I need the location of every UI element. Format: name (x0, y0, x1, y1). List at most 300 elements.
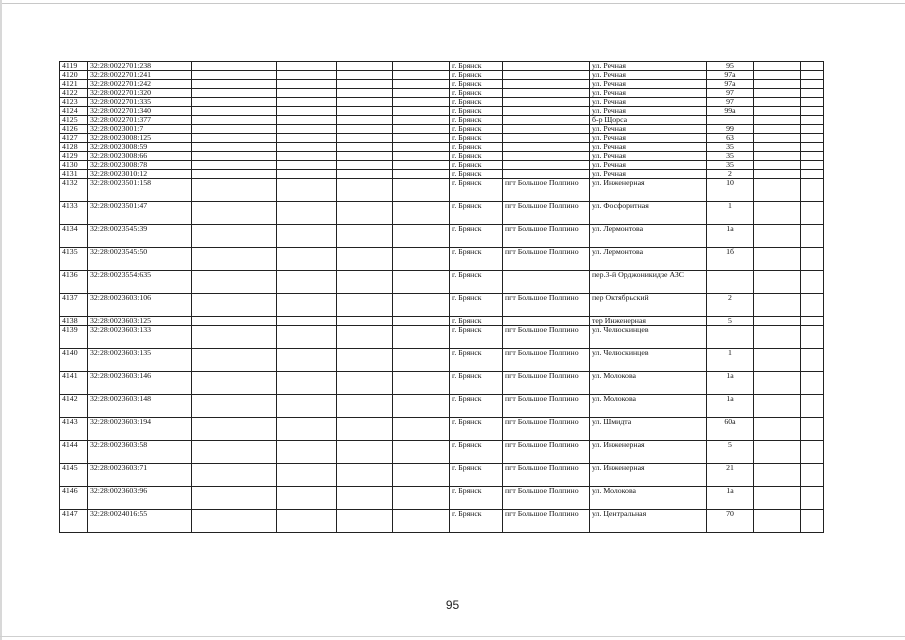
scan-left-edge (0, 0, 2, 640)
house-number-cell: 1а (707, 225, 754, 248)
empty-cell (754, 225, 801, 248)
settlement-cell (503, 116, 590, 125)
city-cell: г. Брянск (450, 125, 503, 134)
record-number-cell: 4124 (60, 107, 88, 116)
empty-cell (754, 161, 801, 170)
empty-cell (192, 134, 277, 143)
settlement-cell (503, 161, 590, 170)
empty-cell (801, 487, 824, 510)
table-row (60, 395, 824, 418)
empty-cell (337, 143, 393, 152)
table-row (60, 317, 824, 326)
table-row (60, 134, 824, 143)
record-number-cell: 4128 (60, 143, 88, 152)
property-registry-table (59, 61, 824, 533)
settlement-cell (503, 62, 590, 71)
empty-cell (754, 107, 801, 116)
empty-cell (393, 294, 450, 317)
cadastral-number-cell: 32:28:0023603:194 (88, 418, 192, 441)
settlement-cell (503, 80, 590, 89)
street-cell: ул. Шмидта (590, 418, 707, 441)
empty-cell (192, 510, 277, 533)
settlement-cell: пгт Большое Полпино (503, 372, 590, 395)
empty-cell (801, 395, 824, 418)
empty-cell (192, 317, 277, 326)
cadastral-number-cell: 32:28:0022701:242 (88, 80, 192, 89)
empty-cell (393, 271, 450, 294)
empty-cell (393, 152, 450, 161)
empty-cell (393, 248, 450, 271)
city-cell: г. Брянск (450, 294, 503, 317)
empty-cell (337, 152, 393, 161)
record-number-cell: 4134 (60, 225, 88, 248)
cadastral-number-cell: 32:28:0022701:241 (88, 71, 192, 80)
house-number-cell: 1а (707, 395, 754, 418)
table-row (60, 418, 824, 441)
empty-cell (192, 161, 277, 170)
empty-cell (801, 62, 824, 71)
empty-cell (192, 107, 277, 116)
house-number-cell: 70 (707, 510, 754, 533)
empty-cell (192, 487, 277, 510)
empty-cell (393, 510, 450, 533)
empty-cell (277, 152, 337, 161)
registry-body (60, 62, 824, 533)
house-number-cell (707, 326, 754, 349)
table-row (60, 248, 824, 271)
cadastral-number-cell: 32:28:0022701:238 (88, 62, 192, 71)
empty-cell (337, 349, 393, 372)
cadastral-number-cell: 32:28:0023603:96 (88, 487, 192, 510)
house-number-cell: 99а (707, 107, 754, 116)
city-cell: г. Брянск (450, 510, 503, 533)
empty-cell (337, 80, 393, 89)
empty-cell (277, 116, 337, 125)
house-number-cell: 1 (707, 349, 754, 372)
house-number-cell: 1а (707, 372, 754, 395)
table-row (60, 143, 824, 152)
house-number-cell: 1 (707, 202, 754, 225)
record-number-cell: 4141 (60, 372, 88, 395)
empty-cell (277, 317, 337, 326)
empty-cell (277, 441, 337, 464)
street-cell: ул. Речная (590, 170, 707, 179)
empty-cell (337, 326, 393, 349)
empty-cell (801, 202, 824, 225)
empty-cell (337, 170, 393, 179)
record-number-cell: 4142 (60, 395, 88, 418)
empty-cell (393, 349, 450, 372)
empty-cell (393, 62, 450, 71)
street-cell: ул. Инженерная (590, 179, 707, 202)
settlement-cell: пгт Большое Полпино (503, 179, 590, 202)
settlement-cell (503, 152, 590, 161)
empty-cell (393, 395, 450, 418)
record-number-cell: 4139 (60, 326, 88, 349)
settlement-cell: пгт Большое Полпино (503, 418, 590, 441)
empty-cell (393, 202, 450, 225)
city-cell: г. Брянск (450, 317, 503, 326)
empty-cell (393, 161, 450, 170)
empty-cell (801, 179, 824, 202)
cadastral-number-cell: 32:28:0023501:158 (88, 179, 192, 202)
empty-cell (754, 464, 801, 487)
table-row (60, 170, 824, 179)
house-number-cell: 97а (707, 71, 754, 80)
settlement-cell (503, 143, 590, 152)
empty-cell (393, 125, 450, 134)
record-number-cell: 4133 (60, 202, 88, 225)
cadastral-number-cell: 32:28:0023603:148 (88, 395, 192, 418)
empty-cell (393, 372, 450, 395)
empty-cell (801, 326, 824, 349)
record-number-cell: 4120 (60, 71, 88, 80)
empty-cell (801, 372, 824, 395)
empty-cell (754, 152, 801, 161)
empty-cell (801, 143, 824, 152)
table-row (60, 349, 824, 372)
record-number-cell: 4136 (60, 271, 88, 294)
record-number-cell: 4126 (60, 125, 88, 134)
settlement-cell: пгт Большое Полпино (503, 510, 590, 533)
empty-cell (277, 125, 337, 134)
empty-cell (801, 464, 824, 487)
empty-cell (801, 98, 824, 107)
cadastral-number-cell: 32:28:0024016:55 (88, 510, 192, 533)
empty-cell (393, 89, 450, 98)
table-row (60, 326, 824, 349)
house-number-cell: 97а (707, 80, 754, 89)
empty-cell (337, 62, 393, 71)
empty-cell (277, 464, 337, 487)
empty-cell (754, 326, 801, 349)
record-number-cell: 4123 (60, 98, 88, 107)
cadastral-number-cell: 32:28:0023501:47 (88, 202, 192, 225)
cadastral-number-cell: 32:28:0023603:125 (88, 317, 192, 326)
record-number-cell: 4121 (60, 80, 88, 89)
house-number-cell (707, 271, 754, 294)
house-number-cell: 95 (707, 62, 754, 71)
empty-cell (337, 317, 393, 326)
table-row (60, 179, 824, 202)
empty-cell (754, 248, 801, 271)
empty-cell (192, 62, 277, 71)
empty-cell (754, 294, 801, 317)
empty-cell (192, 395, 277, 418)
empty-cell (192, 89, 277, 98)
settlement-cell: пгт Большое Полпино (503, 248, 590, 271)
page-number: 95 (445, 598, 460, 612)
empty-cell (801, 125, 824, 134)
empty-cell (192, 179, 277, 202)
cadastral-number-cell: 32:28:0023545:39 (88, 225, 192, 248)
table-row (60, 152, 824, 161)
street-cell: ул. Речная (590, 89, 707, 98)
house-number-cell: 97 (707, 98, 754, 107)
house-number-cell: 10 (707, 179, 754, 202)
empty-cell (192, 372, 277, 395)
street-cell: ул. Речная (590, 161, 707, 170)
table-row (60, 89, 824, 98)
empty-cell (277, 107, 337, 116)
empty-cell (337, 441, 393, 464)
table-row (60, 464, 824, 487)
cadastral-number-cell: 32:28:0023008:125 (88, 134, 192, 143)
empty-cell (393, 179, 450, 202)
table-row (60, 372, 824, 395)
city-cell: г. Брянск (450, 62, 503, 71)
street-cell: ул. Фосфоритная (590, 202, 707, 225)
empty-cell (754, 418, 801, 441)
city-cell: г. Брянск (450, 107, 503, 116)
empty-cell (754, 441, 801, 464)
settlement-cell (503, 317, 590, 326)
city-cell: г. Брянск (450, 225, 503, 248)
empty-cell (277, 225, 337, 248)
empty-cell (393, 80, 450, 89)
empty-cell (192, 326, 277, 349)
empty-cell (801, 271, 824, 294)
empty-cell (393, 418, 450, 441)
empty-cell (192, 80, 277, 89)
empty-cell (337, 464, 393, 487)
empty-cell (277, 372, 337, 395)
empty-cell (337, 71, 393, 80)
scan-bottom-edge (0, 636, 905, 637)
empty-cell (337, 98, 393, 107)
table-row (60, 62, 824, 71)
empty-cell (754, 98, 801, 107)
empty-cell (754, 125, 801, 134)
empty-cell (337, 89, 393, 98)
empty-cell (393, 487, 450, 510)
city-cell: г. Брянск (450, 89, 503, 98)
empty-cell (801, 170, 824, 179)
record-number-cell: 4135 (60, 248, 88, 271)
settlement-cell: пгт Большое Полпино (503, 225, 590, 248)
house-number-cell: 1б (707, 248, 754, 271)
empty-cell (754, 89, 801, 98)
record-number-cell: 4119 (60, 62, 88, 71)
house-number-cell: 5 (707, 317, 754, 326)
cadastral-number-cell: 32:28:0023603:71 (88, 464, 192, 487)
empty-cell (192, 170, 277, 179)
city-cell: г. Брянск (450, 143, 503, 152)
empty-cell (754, 80, 801, 89)
settlement-cell (503, 89, 590, 98)
street-cell: ул. Центральная (590, 510, 707, 533)
street-cell: ул. Речная (590, 107, 707, 116)
settlement-cell: пгт Большое Полпино (503, 349, 590, 372)
empty-cell (192, 225, 277, 248)
settlement-cell (503, 98, 590, 107)
empty-cell (337, 372, 393, 395)
cadastral-number-cell: 32:28:0023554:635 (88, 271, 192, 294)
city-cell: г. Брянск (450, 202, 503, 225)
street-cell: ул. Молокова (590, 372, 707, 395)
cadastral-number-cell: 32:28:0022701:377 (88, 116, 192, 125)
empty-cell (277, 326, 337, 349)
empty-cell (337, 487, 393, 510)
street-cell: ул. Молокова (590, 487, 707, 510)
empty-cell (192, 202, 277, 225)
city-cell: г. Брянск (450, 248, 503, 271)
table-row (60, 271, 824, 294)
empty-cell (754, 134, 801, 143)
street-cell: ул. Лермонтова (590, 248, 707, 271)
table-row (60, 116, 824, 125)
empty-cell (277, 170, 337, 179)
empty-cell (337, 418, 393, 441)
empty-cell (801, 89, 824, 98)
cadastral-number-cell: 32:28:0023603:135 (88, 349, 192, 372)
empty-cell (393, 225, 450, 248)
city-cell: г. Брянск (450, 349, 503, 372)
empty-cell (337, 248, 393, 271)
city-cell: г. Брянск (450, 170, 503, 179)
house-number-cell: 2 (707, 294, 754, 317)
empty-cell (192, 441, 277, 464)
street-cell: ул. Речная (590, 143, 707, 152)
empty-cell (393, 116, 450, 125)
city-cell: г. Брянск (450, 487, 503, 510)
street-cell: ул. Речная (590, 71, 707, 80)
empty-cell (754, 487, 801, 510)
empty-cell (277, 294, 337, 317)
table-row (60, 487, 824, 510)
empty-cell (337, 179, 393, 202)
table-row (60, 510, 824, 533)
record-number-cell: 4122 (60, 89, 88, 98)
street-cell: ул. Речная (590, 98, 707, 107)
empty-cell (393, 464, 450, 487)
empty-cell (754, 349, 801, 372)
house-number-cell: 1а (707, 487, 754, 510)
empty-cell (337, 161, 393, 170)
empty-cell (337, 202, 393, 225)
empty-cell (801, 80, 824, 89)
street-cell: ул. Молокова (590, 395, 707, 418)
empty-cell (277, 89, 337, 98)
house-number-cell: 60а (707, 418, 754, 441)
house-number-cell: 63 (707, 134, 754, 143)
record-number-cell: 4143 (60, 418, 88, 441)
house-number-cell: 5 (707, 441, 754, 464)
street-cell: б-р Щорса (590, 116, 707, 125)
empty-cell (393, 134, 450, 143)
city-cell: г. Брянск (450, 152, 503, 161)
empty-cell (277, 71, 337, 80)
empty-cell (393, 317, 450, 326)
cadastral-number-cell: 32:28:0023545:50 (88, 248, 192, 271)
settlement-cell (503, 170, 590, 179)
settlement-cell: пгт Большое Полпино (503, 487, 590, 510)
empty-cell (754, 179, 801, 202)
house-number-cell: 97 (707, 89, 754, 98)
empty-cell (277, 179, 337, 202)
cadastral-number-cell: 32:28:0023008:59 (88, 143, 192, 152)
empty-cell (801, 225, 824, 248)
house-number-cell (707, 116, 754, 125)
empty-cell (277, 80, 337, 89)
empty-cell (337, 134, 393, 143)
empty-cell (192, 152, 277, 161)
cadastral-number-cell: 32:28:0023008:78 (88, 161, 192, 170)
record-number-cell: 4145 (60, 464, 88, 487)
house-number-cell: 35 (707, 143, 754, 152)
empty-cell (801, 294, 824, 317)
empty-cell (801, 248, 824, 271)
empty-cell (393, 441, 450, 464)
empty-cell (754, 202, 801, 225)
empty-cell (337, 395, 393, 418)
empty-cell (277, 62, 337, 71)
city-cell: г. Брянск (450, 326, 503, 349)
empty-cell (277, 248, 337, 271)
street-cell: ул. Речная (590, 80, 707, 89)
empty-cell (337, 294, 393, 317)
city-cell: г. Брянск (450, 271, 503, 294)
empty-cell (277, 202, 337, 225)
cadastral-number-cell: 32:28:0023008:66 (88, 152, 192, 161)
record-number-cell: 4125 (60, 116, 88, 125)
empty-cell (754, 395, 801, 418)
empty-cell (754, 271, 801, 294)
table-row (60, 71, 824, 80)
empty-cell (801, 317, 824, 326)
empty-cell (277, 510, 337, 533)
house-number-cell: 35 (707, 152, 754, 161)
street-cell: ул. Челюскинцев (590, 349, 707, 372)
empty-cell (192, 418, 277, 441)
empty-cell (754, 62, 801, 71)
settlement-cell: пгт Большое Полпино (503, 395, 590, 418)
cadastral-number-cell: 32:28:0023001:7 (88, 125, 192, 134)
table-row (60, 98, 824, 107)
empty-cell (277, 98, 337, 107)
empty-cell (192, 248, 277, 271)
settlement-cell: пгт Большое Полпино (503, 326, 590, 349)
street-cell: пер Октябрьский (590, 294, 707, 317)
table-row (60, 202, 824, 225)
record-number-cell: 4137 (60, 294, 88, 317)
street-cell: тер Инженерная (590, 317, 707, 326)
house-number-cell: 21 (707, 464, 754, 487)
empty-cell (754, 372, 801, 395)
street-cell: ул. Речная (590, 134, 707, 143)
empty-cell (801, 441, 824, 464)
city-cell: г. Брянск (450, 71, 503, 80)
empty-cell (393, 98, 450, 107)
empty-cell (754, 170, 801, 179)
record-number-cell: 4130 (60, 161, 88, 170)
empty-cell (393, 326, 450, 349)
empty-cell (192, 71, 277, 80)
settlement-cell (503, 125, 590, 134)
record-number-cell: 4129 (60, 152, 88, 161)
empty-cell (277, 487, 337, 510)
empty-cell (754, 143, 801, 152)
empty-cell (192, 125, 277, 134)
street-cell: ул. Речная (590, 62, 707, 71)
empty-cell (277, 349, 337, 372)
settlement-cell: пгт Большое Полпино (503, 294, 590, 317)
empty-cell (801, 71, 824, 80)
cadastral-number-cell: 32:28:0023603:106 (88, 294, 192, 317)
city-cell: г. Брянск (450, 134, 503, 143)
empty-cell (277, 271, 337, 294)
record-number-cell: 4140 (60, 349, 88, 372)
